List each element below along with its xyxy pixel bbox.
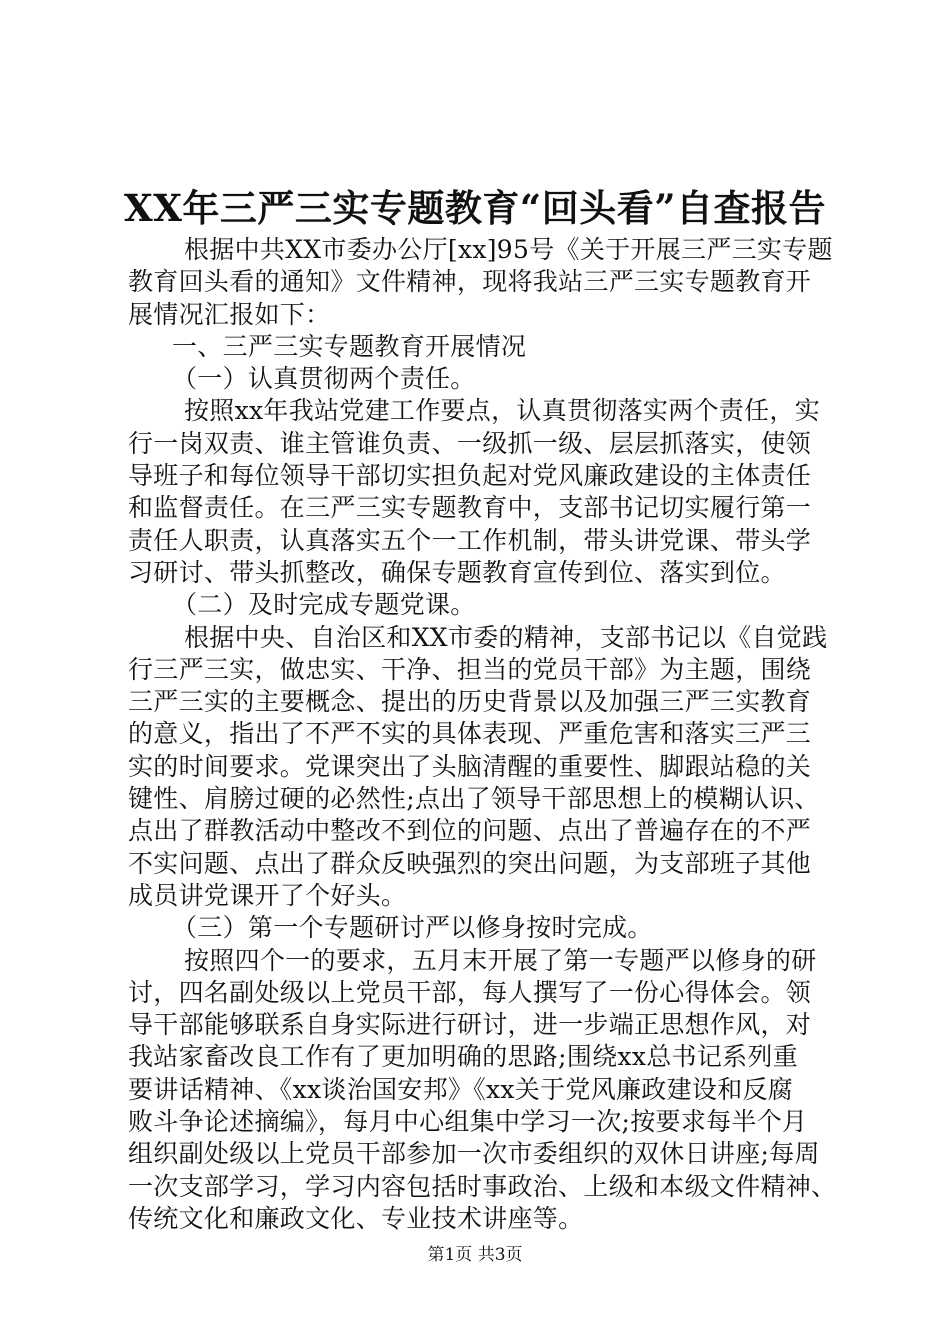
page-number-footer: 第1页 共3页: [427, 1245, 523, 1265]
paragraph-line: 责任人职责，认真落实五个一工作机制，带头讲党课、带头学: [128, 525, 812, 555]
paragraph-line: 传统文化和廉政文化、专业技术讲座等。: [128, 1203, 584, 1233]
paragraph-line: 导班子和每位领导干部切实担负起对党风廉政建设的主体责任: [128, 461, 812, 491]
section-heading: 一、三严三实专题教育开展情况: [172, 331, 527, 361]
paragraph-line: 不实问题、点出了群众反映强烈的突出问题，为支部班子其他: [128, 848, 812, 878]
paragraph-line: 按照xx年我站党建工作要点，认真贯彻落实两个责任，实: [184, 396, 821, 426]
paragraph-line: 一次支部学习，学习内容包括时事政治、上级和本级文件精神、: [128, 1171, 837, 1201]
paragraph-line: 我站家畜改良工作有了更加明确的思路;围绕xx总书记系列重: [128, 1042, 799, 1072]
paragraph-line: 导干部能够联系自身实际进行研讨，进一步端正思想作风，对: [128, 1010, 812, 1040]
paragraph-line: 行三严三实，做忠实、干净、担当的党员干部》为主题，围绕: [128, 654, 812, 684]
subsection-heading: （一）认真贯彻两个责任。: [172, 364, 476, 394]
subsection-heading: （三）第一个专题研讨严以修身按时完成。: [172, 913, 653, 943]
paragraph-line: 行一岗双责、谁主管谁负责、一级抓一级、层层抓落实，使领: [128, 428, 812, 458]
paragraph-line: 组织副处级以上党员干部参加一次市委组织的双休日讲座;每周: [128, 1139, 820, 1169]
paragraph-line: 键性、肩膀过硬的必然性;点出了领导干部思想上的模糊认识、: [128, 784, 820, 814]
paragraph-line: 败斗争论述摘编》，每月中心组集中学习一次;按要求每半个月: [128, 1107, 808, 1137]
paragraph-line: 实的时间要求。党课突出了头脑清醒的重要性、脚跟站稳的关: [128, 751, 812, 781]
paragraph-line: 三严三实的主要概念、提出的历史背景以及加强三严三实教育: [128, 687, 812, 717]
paragraph-line: 和监督责任。在三严三实专题教育中，支部书记切实履行第一: [128, 493, 812, 523]
paragraph-line: 要讲话精神、《xx谈治国安邦》《xx关于党风廉政建设和反腐: [128, 1074, 794, 1104]
paragraph-line: 成员讲党课开了个好头。: [128, 880, 407, 910]
paragraph-line: 根据中共XX市委办公厅[xx]95号《关于开展三严三实专题: [184, 235, 833, 264]
paragraph-line: 习研讨、带头抓整改，确保专题教育宣传到位、落实到位。: [128, 557, 786, 587]
paragraph-line: 教育回头看的通知》文件精神，现将我站三严三实专题教育开: [128, 267, 812, 297]
paragraph-line: 根据中央、自治区和XX市委的精神，支部书记以《自觉践: [184, 622, 828, 652]
paragraph-line: 展情况汇报如下：: [128, 299, 331, 329]
paragraph-line: 点出了群教活动中整改不到位的问题、点出了普遍存在的不严: [128, 816, 812, 846]
subsection-heading: （二）及时完成专题党课。: [172, 590, 476, 620]
paragraph-line: 的意义，指出了不严不实的具体表现、严重危害和落实三严三: [128, 719, 812, 749]
document-title: XX年三严三实专题教育“回头看”自查报告: [124, 186, 826, 230]
paragraph-line: 讨，四名副处级以上党员干部，每人撰写了一份心得体会。领: [128, 977, 812, 1007]
paragraph-line: 按照四个一的要求，五月末开展了第一专题严以修身的研: [184, 945, 817, 975]
document-body: [128, 234, 837, 1235]
